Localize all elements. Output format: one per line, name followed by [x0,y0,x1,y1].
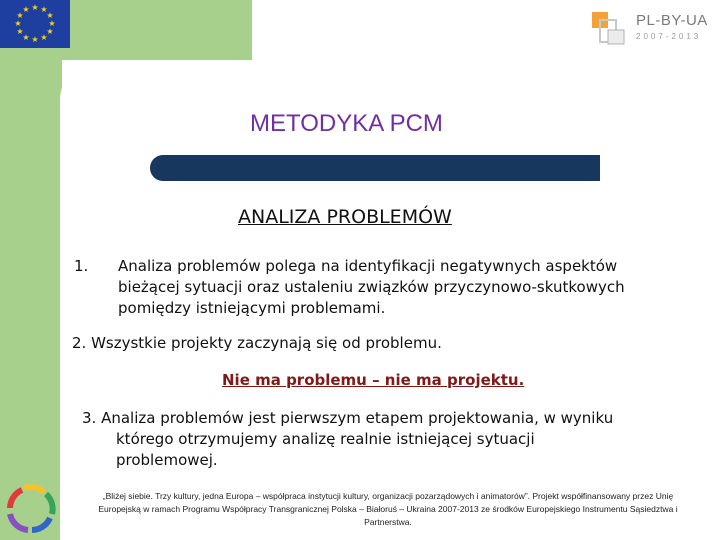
eu-flag-icon [0,0,70,48]
project-logo [0,478,62,540]
footer-funding-note: „Bliżej siebie. Trzy kultury, jedna Europa – współpraca instytucji kultury, organizacji pozarządowych i animatorów”. Projekt współfinansowany przez Unię Europejską w ramach Programu Współpracy Transgranicznej Polska – Białoruś – Ukraina 2007-2013 ze środków Europejskiego Instrumentu Sąsiedztwa i Partnerstwa. [98,491,678,527]
point-1-text: Analiza problemów polega na identyfikacji negatywnych aspektów bieżącej sytuacji oraz ustaleniu związków przyczynowo-skutkowych pomiędzy istniejącymi problemami. [118,257,625,317]
svg-text:★: ★ [48,19,56,28]
partner-logo-years: 2007-2013 [636,32,702,41]
slide-title: METODYKA PCM [250,110,443,137]
point-3 [82,408,692,471]
svg-text:★: ★ [46,27,54,36]
svg-text:★: ★ [22,33,30,42]
emphasis-statement: Nie ma problemu – nie ma projektu. [222,371,525,389]
section-heading: ANALIZA PROBLEMÓW [238,206,452,228]
svg-text:★: ★ [31,3,39,12]
title-decoration-bar [150,155,600,181]
svg-text:★: ★ [16,27,24,36]
left-sidebar-band [0,0,62,540]
partner-logo-title: PL-BY-UA [636,12,708,29]
point-3-line-3: problemowej. [116,451,218,469]
svg-text:★: ★ [14,19,22,28]
top-band [62,0,252,60]
svg-text:★: ★ [40,5,48,14]
point-1-number: 1. [74,257,89,275]
svg-text:★: ★ [31,35,39,44]
point-3-line-2: którego otrzymujemy analizę realnie istniejącej sytuacji [116,430,535,448]
svg-text:★: ★ [16,11,24,20]
svg-text:★: ★ [40,33,48,42]
point-3-line-1: 3. Analiza problemów jest pierwszym etapem projektowania, w wyniku [82,409,614,427]
point-2-text: 2. Wszystkie projekty zaczynają się od problemu. [72,334,442,352]
svg-text:★: ★ [22,5,30,14]
svg-text:★: ★ [46,11,54,20]
